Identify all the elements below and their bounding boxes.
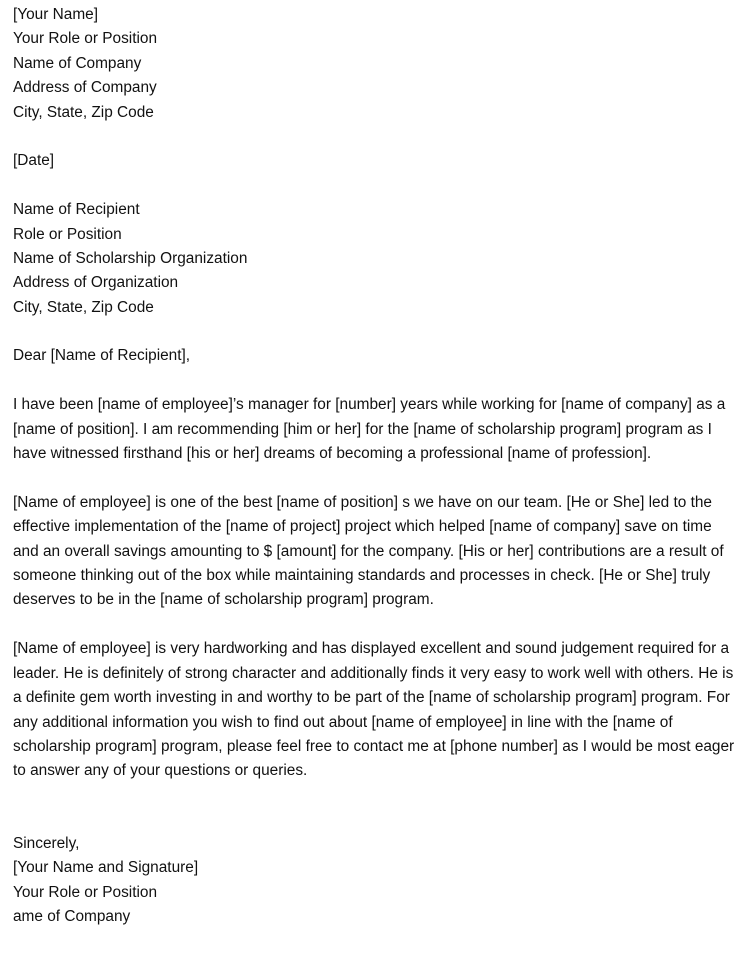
sender-role: Your Role or Position [13, 30, 158, 48]
sender-city: City, State, Zip Code [13, 103, 154, 121]
body-paragraph-2: [Name of employee] is one of the best [name of position] s we have on our team. [He or She] led to the effective implementation of the [name of project] project which helped [name of company] save on time and an overall savings amounting to $ [amount] for the company. [His or her] contributions are a result of someone thinking out of the box while maintaining standards and processes in check. [He or She] truly deserves to be in the [name of scholarship program] program. [13, 493, 724, 609]
sender-company: Name of Company [13, 54, 142, 72]
sender-address: Address of Company [13, 79, 157, 97]
recipient-block [13, 198, 738, 320]
spacer [13, 613, 738, 637]
closing-role: Your Role or Position [13, 883, 158, 901]
closing-company: ame of Company [13, 907, 131, 925]
salutation: Dear [Name of Recipient], [13, 347, 191, 365]
sender-name: [Your Name] [13, 6, 98, 23]
spacer [13, 369, 738, 393]
recipient-address: Address of Organization [13, 274, 179, 292]
signature-line: [Your Name and Signature] [13, 859, 199, 877]
recipient-role: Role or Position [13, 225, 122, 243]
spacer [13, 125, 738, 149]
recipient-organization: Name of Scholarship Organization [13, 249, 248, 267]
letter-document [13, 3, 738, 929]
spacer [13, 320, 738, 344]
valediction: Sincerely, [13, 834, 80, 852]
letter-date: [Date] [13, 152, 55, 170]
spacer [13, 466, 738, 490]
recipient-name: Name of Recipient [13, 201, 140, 219]
recipient-city: City, State, Zip Code [13, 298, 154, 316]
sender-block [13, 3, 738, 125]
body-paragraph-3: [Name of employee] is very hardworking and has displayed excellent and sound judgement required for a leader. He is definitely of strong character and additionally finds it very easy to work well with others. He is a definite gem worth investing in and worthy to be part of the [name of scholarship program] program. For any additional information you wish to find out about [name of employee] in line with the [name of scholarship program] program, please feel free to contact me at [phone number] as I would be most eager to answer any of your questions or queries. [13, 640, 735, 780]
spacer [13, 784, 738, 832]
body-paragraph-1: I have been [name of employee]’s manager for [number] years while working for [name of company] as a [name of position]. I am recommending [him or her] for the [name of scholarship program] program as I have witnessed firsthand [his or her] dreams of becoming a professional [name of profession]. [13, 396, 726, 463]
spacer [13, 174, 738, 198]
closing-block [13, 832, 738, 930]
